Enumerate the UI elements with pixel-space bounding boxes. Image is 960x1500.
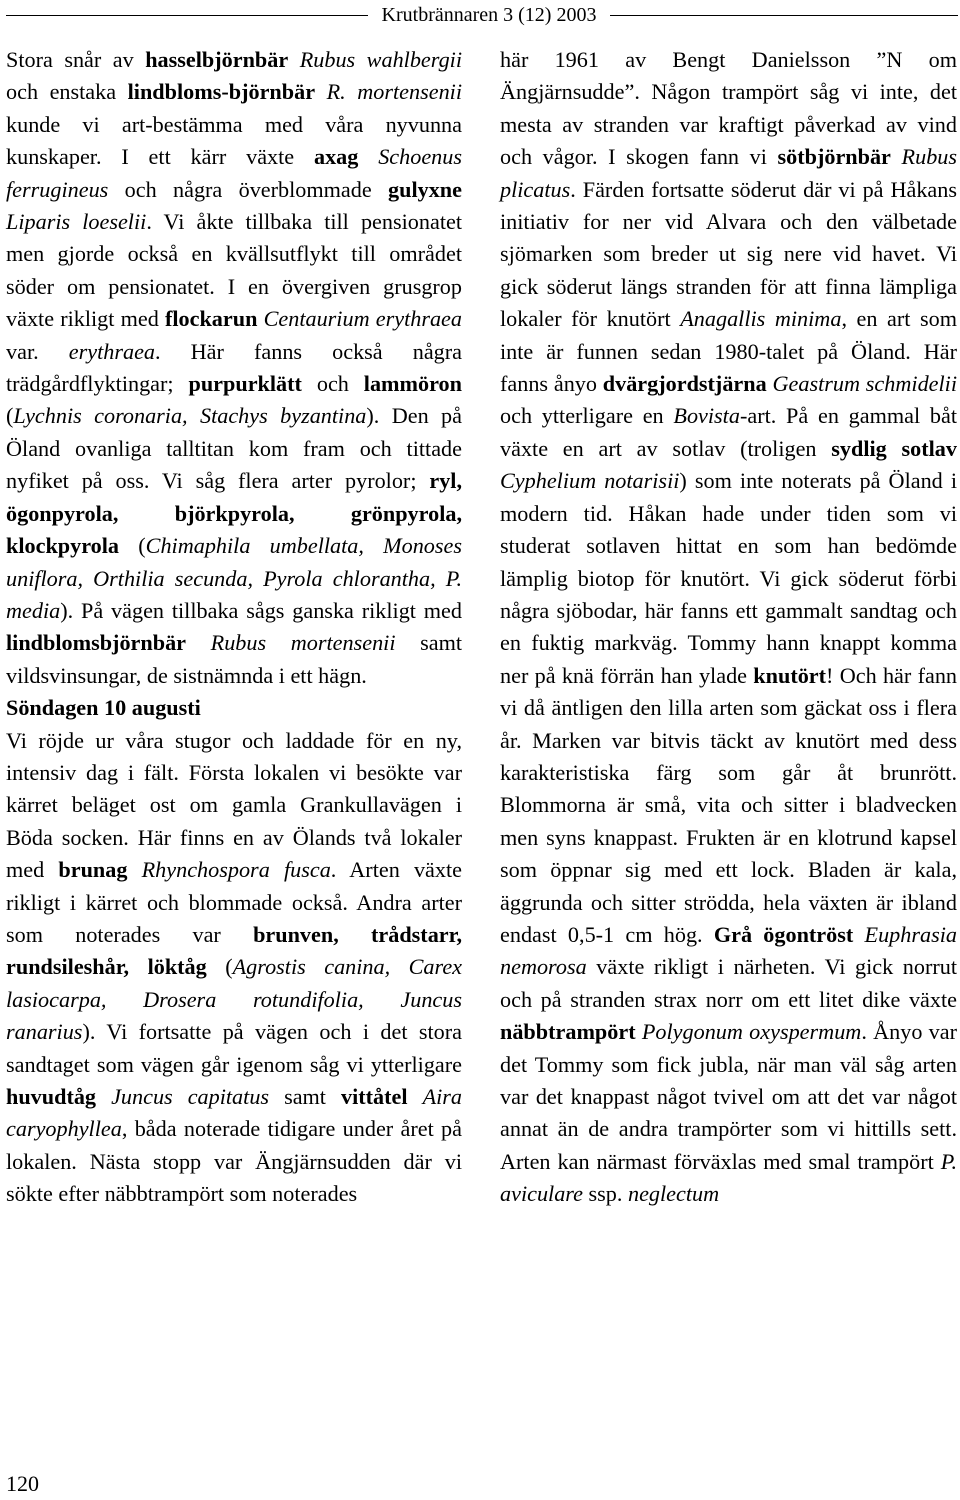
species-latin-name: Rubus plicatus (500, 144, 958, 202)
species-latin-name: Bovista (673, 403, 740, 429)
running-header (0, 0, 960, 30)
species-common-name: brunven, trådstarr, rundsileshår, löktåg (6, 921, 462, 980)
species-common-name: gulyxne (388, 176, 462, 202)
species-latin-name: Lychnis coronaria, Stachys byzantina (13, 403, 367, 429)
header-rule-right (610, 15, 958, 16)
species-common-name: Grå ögontröst (713, 921, 854, 947)
species-latin-name: Agrostis canina, Carex lasiocarpa, Drosera rotundifolia, Juncus ranarius (6, 954, 463, 1045)
species-latin-name: Polygonum oxyspermum (641, 1019, 862, 1045)
text-run: växte rikligt i närheten. Vi gick norrut och på stranden strax norr om ett litet dike växte (500, 954, 957, 1012)
text-run: Stora snår av (6, 47, 146, 72)
text-run: . Vi åkte tillbaka till pensionatet men gjorde också en kvällsutflykt till området söder om pensionatet. I en övergiven grusgrop växte rikligt med (6, 209, 462, 332)
text-run: ( (119, 533, 146, 559)
text-run: Vi röjde ur våra stugor och laddade för en ny, intensiv dag i fält. Första lokalen vi besökte var kärret beläget ost om gamla Grankullavägen i Böda socken. Här finns en av Ölands två lokaler med (6, 727, 462, 883)
journal-title: Krutbrännaren 3 (12) 2003 (381, 4, 597, 26)
text-run: ( (206, 954, 233, 980)
text-run: . Arten växte rikligt i kärret och blommade också. Andra arter som noterades var (6, 857, 463, 947)
species-common-name: dvärgjordstjärna (602, 371, 767, 397)
species-common-name: lindbloms-björnbär (127, 79, 316, 105)
text-run (891, 144, 902, 169)
species-common-name: knutört (753, 662, 827, 688)
text-run (315, 79, 327, 104)
text-run: här 1961 av Bengt Danielsson ”N om Ängjärnsudde”. Någon trampört såg vi inte, det mesta av stranden var kraftigt påverkad av vind och vågor. I skogen fann vi (500, 47, 957, 170)
text-run: ( (6, 403, 14, 429)
text-run: -art. På en gammal båt växte en art av sotlav (troligen (500, 403, 957, 461)
species-latin-name: Chimaphila umbellata, Monoses uniflora, Orthilia secunda, Pyrola chlorantha, P. media (6, 533, 463, 623)
species-latin-name: Juncus capitatus (111, 1084, 270, 1109)
species-latin-name: Liparis loeselii (6, 209, 147, 235)
text-run: och ytterligare en (500, 403, 674, 429)
species-common-name: sydlig sotlav (831, 435, 957, 461)
species-latin-name: Geastrum schmidelii (772, 371, 957, 397)
species-latin-name: Anagallis minima (680, 306, 842, 332)
text-run: och (301, 371, 364, 397)
text-run: kunde vi art-bestämma med våra nyvunna kunskaper. I ett kärr växte (6, 111, 462, 170)
text-run: ). På vägen tillbaka sågs ganska rikligt med (60, 597, 462, 623)
page-number: 120 (6, 1471, 39, 1496)
species-latin-name: Rubus wahlbergii (299, 47, 463, 72)
text-run: . Här fanns också några trädgårdflyktingar; (6, 338, 463, 397)
species-common-name: vittåtel (341, 1084, 408, 1109)
text-run: och några överblommade (108, 176, 389, 202)
species-common-name: hasselbjörnbär (145, 47, 289, 72)
species-latin-name: Rubus mortensenii (210, 630, 396, 656)
species-latin-name: Schoenus ferrugineus (6, 144, 462, 202)
text-run: , en art som inte är funnen sedan 1980-talet på Öland. Här fanns ånyo (500, 306, 957, 397)
species-latin-name: Aira caryophyllea (6, 1084, 463, 1142)
species-common-name: lammöron (363, 371, 462, 397)
text-run: samt (269, 1084, 341, 1109)
species-common-name: sötbjörnbär (777, 144, 891, 170)
text-run (127, 857, 141, 882)
species-latin-name: Centaurium erythraea (263, 306, 462, 332)
species-common-name: ryl, ögonpyrola, björkpyrola, grönpyrola, klockpyrola (6, 468, 462, 559)
species-common-name: näbbtrampört (500, 1019, 636, 1045)
species-latin-name: Rhynchospora fusca (141, 857, 331, 883)
section-heading: Söndagen 10 augusti (6, 695, 201, 721)
text-run: och enstaka (6, 79, 128, 105)
header-rule-left (6, 15, 368, 16)
text-run (358, 144, 378, 169)
species-latin-name: Euphrasia nemorosa (500, 921, 957, 980)
left-column (6, 44, 462, 1211)
left-paragraph-2 (6, 725, 462, 1211)
text-run (288, 47, 300, 72)
species-latin-name: erythraea (68, 338, 156, 364)
text-run (186, 630, 211, 655)
text-run: ). Vi fortsatte på vägen och i det stora sandtaget som vägen går igenom såg vi ytterligare (6, 1019, 462, 1077)
text-run: . Ånyo var det Tommy som fick jubla, när man väl såg arten var det knappast något tvivel om att det var något annat än de andra trampörter som vi hittills sett. Arten kan närmast förväxlas med smal trampört (500, 1019, 957, 1174)
species-common-name: flockarun (164, 306, 258, 332)
text-run: var. (6, 338, 69, 364)
species-common-name: huvudtåg (6, 1084, 97, 1109)
species-latin-name: P. aviculare (500, 1148, 957, 1207)
species-common-name: brunag (58, 857, 128, 883)
species-latin-name: R. mortensenii (326, 79, 462, 105)
text-run (408, 1084, 423, 1109)
species-common-name: purpurklätt (188, 371, 302, 397)
text-run (853, 922, 864, 947)
text-run: . Färden fortsatte söderut där vi på Håkans initiativ for ner vid Alvara och den välbetade sjömarken som breder ut sig nere vid havet. Vi gick söderut längs stranden för att finna lämpliga lokaler för knutört (500, 176, 957, 332)
text-run: , båda noterade tidigare under året på lokalen. Nästa stopp var Ängjärnsudden där vi sökte efter näbbtrampört som noterades (6, 1116, 462, 1207)
right-paragraph-1 (500, 44, 957, 1211)
species-latin-name: neglectum (627, 1181, 720, 1207)
text-run (96, 1084, 111, 1109)
species-common-name: axag (313, 144, 359, 170)
text-run: ! Och här fann vi då äntligen den lilla arten som gäckat oss i flera år. Marken var bitvis täckt av knutört med dess karakteristiska färg som går åt brunrött. Blommorna är små, vita och sitter i bladvecken men syns knappast. Frukten är en klotrund kapsel som öppnar sig med ett lock. Bladen är kala, äggrunda och sitter strödda, hela växten är ibland endast 0,5-1 cm hög. (500, 662, 958, 947)
text-run: samt vildsvinsungar, de sistnämnda i ett hägn. (6, 630, 463, 688)
right-column (500, 44, 957, 1211)
species-latin-name: Cyphelium notarisii (500, 468, 680, 494)
species-common-name: lindblomsbjörnbär (6, 630, 187, 656)
left-paragraph-1 (6, 44, 462, 692)
text-run: ssp. (582, 1181, 628, 1207)
text-run: ) som inte noterats på Öland i modern tid. Håkan hade under tiden som vi studerat sotlaven hittat en som han bedömde lämplig biotop för knutört. Vi gick söderut förbi några sjöbodar, här fanns ett gammalt sandtag och en fuktig markväg. Tommy hann knappt komma ner på knä förrän han ylade (500, 468, 957, 688)
text-run: ). Den på Öland ovanliga talltitan kom fram och tittade nyfiket på oss. Vi såg flera arter pyrolor; (6, 403, 462, 494)
